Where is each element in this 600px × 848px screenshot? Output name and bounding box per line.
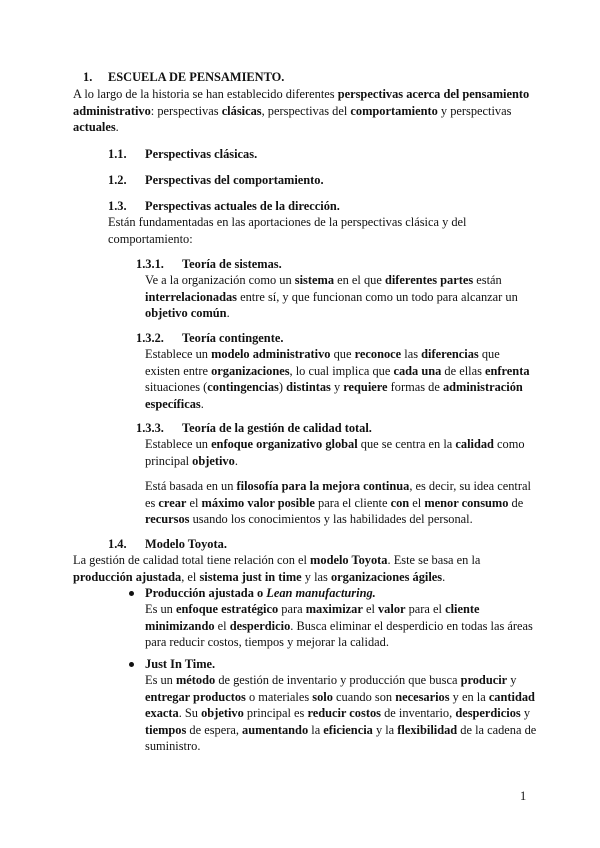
text-line: Están fundamentadas en las aportaciones de la perspectivas clásica y del [108,215,467,229]
text-line: interrelacionadas entre sí, y que funcionan como un todo para alcanzar un [145,289,518,304]
text-line: administrativo: perspectivas clásicas, perspectivas del comportamiento y perspectivas [73,103,512,118]
text-line: Es un método de gestión de inventario y producción que busca producir y [145,673,517,687]
subsubsection-text [145,478,531,528]
subsection-title: Modelo Toyota. [145,537,227,551]
bullet-text [145,601,533,651]
subsubsection-number: 1.3.3. [136,421,164,435]
text-line: principal objetivo. [145,453,238,468]
subsection-heading [108,146,257,163]
subsection-text [108,214,467,247]
subsubsection-title: Teoría de la gestión de calidad total. [182,421,372,435]
text-line: situaciones (contingencias) distintas y requiere formas de administración [145,380,523,394]
text-line: actuales. [73,120,119,134]
subsection-heading [108,172,324,189]
bullet-title: Just In Time. [145,657,216,671]
section-heading [83,69,284,86]
text-line: para reducir costos, tiempos y mejorar la calidad. [145,635,389,649]
text-line: La gestión de calidad total tiene relación con el modelo Toyota. Este se basa en la [73,553,481,567]
bullet-icon [129,662,134,667]
subsubsection-text [145,272,518,322]
subsection-number: 1.4. [108,537,127,551]
text-line: tiempos de espera, aumentando la eficiencia y la flexibilidad de la cadena de [145,722,537,737]
text-line: Establece un modelo administrativo que reconoce las diferencias que [145,347,500,361]
subsection-number: 1.1. [108,147,127,161]
bullet-text [145,672,536,755]
subsubsection-heading [136,256,282,273]
text-line: objetivo común. [145,306,230,320]
subsubsection-title: Teoría de sistemas. [182,257,282,271]
text-line: A lo largo de la historia se han establecido diferentes perspectivas acerca del pensamiento [73,87,530,101]
text-line: suministro. [145,739,201,753]
subsubsection-text [145,436,525,469]
bullet-title: Producción ajustada o Lean manufacturing. [145,586,376,600]
text-line: recursos usando los conocimientos y las habilidades del personal. [145,512,473,526]
text-line: exacta. Su objetivo principal es reducir costos de inventario, desperdicios y [145,706,531,720]
bullet-icon [129,591,134,596]
subsection-number: 1.2. [108,173,127,187]
subsubsection-heading [136,330,283,347]
subsection-title: Perspectivas clásicas. [145,147,258,161]
subsection-number: 1.3. [108,199,127,213]
text-line: específicas. [145,396,204,411]
subsection-title: Perspectivas del comportamiento. [145,173,324,187]
subsection-heading [108,536,227,553]
section-title: ESCUELA DE PENSAMIENTO. [108,70,285,84]
subsection-text [73,552,480,585]
text-line: Ve a la organización como un sistema en el que diferentes partes están [145,273,502,287]
text-line: Está basada en un filosofía para la mejora continua, es decir, su idea central [145,479,531,493]
subsubsection-title: Teoría contingente. [182,331,284,345]
subsubsection-number: 1.3.1. [136,257,164,271]
subsection-heading [108,198,340,215]
text-line: entregar productos o materiales solo cuando son necesarios y en la cantidad [145,689,535,704]
text-line: es crear el máximo valor posible para el cliente con el menor consumo de [145,495,524,510]
text-line: Es un enfoque estratégico para maximizar el valor para el cliente [145,602,480,616]
subsubsection-text [145,346,530,412]
section-number: 1. [83,70,93,84]
section-intro [73,86,529,136]
subsubsection-number: 1.3.2. [136,331,164,345]
text-line: minimizando el desperdicio. Busca eliminar el desperdicio en todas las áreas [145,618,533,633]
subsubsection-heading [136,420,372,437]
page-number: 1 [520,789,527,803]
text-line: producción ajustada, el sistema just in time y las organizaciones ágiles. [73,569,446,584]
subsection-title: Perspectivas actuales de la dirección. [145,199,340,213]
text-line: Establece un enfoque organizativo global que se centra en la calidad como [145,437,525,451]
text-line: existen entre organizaciones, lo cual implica que cada una de ellas enfrenta [145,363,530,378]
text-line: comportamiento: [108,231,193,246]
